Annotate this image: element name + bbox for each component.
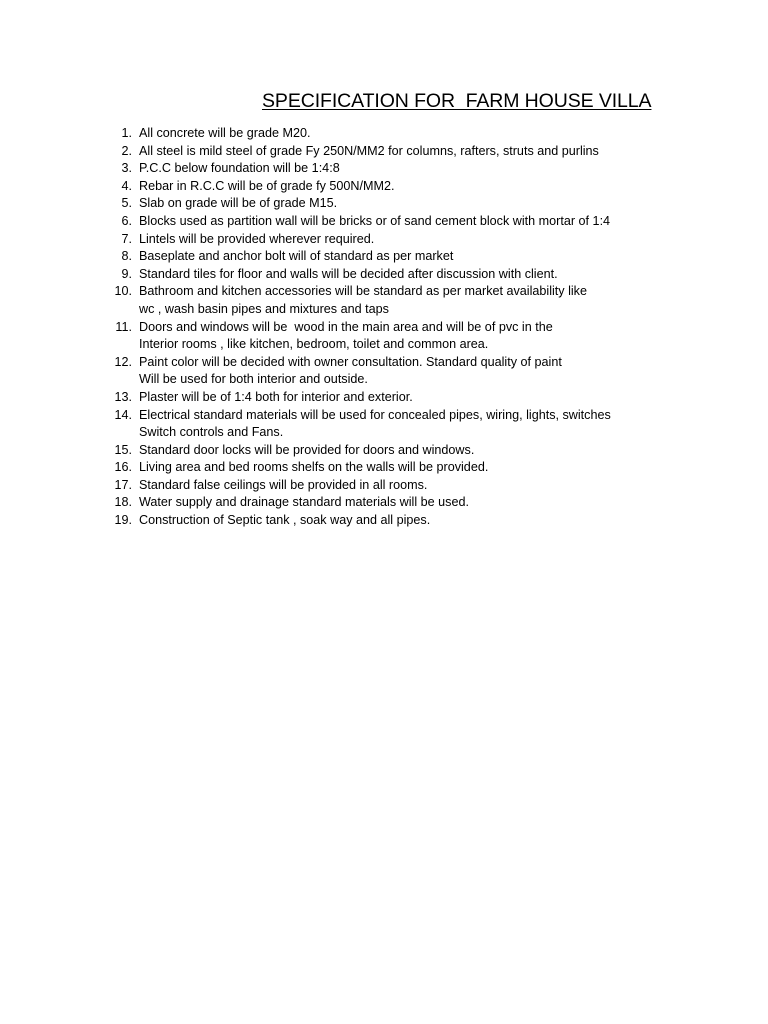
list-item <box>110 125 670 143</box>
list-item-text: Baseplate and anchor bolt will of standard as per market <box>139 249 454 264</box>
list-item-number: 2. <box>121 143 132 158</box>
list-item-text: All concrete will be grade M20. <box>139 126 311 140</box>
list-item-number: 10. <box>114 284 132 299</box>
list-item <box>110 143 670 161</box>
list-item <box>110 231 670 249</box>
list-item <box>110 283 670 318</box>
list-item-number: 13. <box>114 389 132 404</box>
list-item-text: Water supply and drainage standard materials will be used. <box>139 495 469 510</box>
list-item <box>110 160 670 178</box>
list-item-text: Switch controls and Fans. <box>139 425 284 440</box>
list-item <box>110 477 670 495</box>
list-item <box>110 494 670 512</box>
list-item-text: Standard false ceilings will be provided in all rooms. <box>139 477 428 492</box>
list-item-text: All steel is mild steel of grade Fy 250N/MM2 for columns, rafters, struts and purlins <box>139 143 599 158</box>
list-item <box>110 319 670 354</box>
list-item-number: 3. <box>121 161 132 176</box>
list-item-number: 18. <box>114 495 132 510</box>
list-item-text: Construction of Septic tank , soak way and all pipes. <box>139 513 431 528</box>
list-item <box>110 195 670 213</box>
list-item <box>110 178 670 196</box>
list-item-number: 5. <box>121 196 132 211</box>
list-item-number: 7. <box>121 231 132 246</box>
list-item-number: 4. <box>121 178 132 193</box>
list-item <box>110 459 670 477</box>
list-item <box>110 389 670 407</box>
list-item-text: Bathroom and kitchen accessories will be standard as per market availability like <box>139 284 587 299</box>
list-item-number: 15. <box>114 442 132 457</box>
list-item-number: 11. <box>115 319 132 334</box>
list-item <box>110 442 670 460</box>
list-item <box>110 512 670 530</box>
list-item-text: Lintels will be provided wherever required. <box>139 231 375 246</box>
list-item-text: Interior rooms , like kitchen, bedroom, toilet and common area. <box>139 337 489 352</box>
list-item-text: Will be used for both interior and outside. <box>139 372 368 387</box>
list-item-text: Standard door locks will be provided for doors and windows. <box>139 442 475 457</box>
list-item-number: 17. <box>114 477 132 492</box>
list-item-text: Living area and bed rooms shelfs on the walls will be provided. <box>139 460 489 475</box>
list-item <box>110 266 670 284</box>
list-item-number: 6. <box>121 213 132 228</box>
list-item-text: Rebar in R.C.C will be of grade fy 500N/MM2. <box>139 178 395 193</box>
list-item-text: P.C.C below foundation will be 1:4:8 <box>139 161 340 176</box>
specification-list <box>110 125 670 530</box>
list-item <box>110 354 670 389</box>
list-item-number: 14. <box>114 407 132 422</box>
list-item-number: 1. <box>121 126 132 140</box>
list-item <box>110 248 670 266</box>
list-item-number: 16. <box>114 460 132 475</box>
list-item-number: 9. <box>121 266 132 281</box>
list-item-number: 8. <box>121 249 132 264</box>
list-item-text: wc , wash basin pipes and mixtures and taps <box>139 301 389 316</box>
list-item <box>110 407 670 442</box>
list-item-number: 19. <box>114 513 132 528</box>
list-item <box>110 213 670 231</box>
list-item-text: Doors and windows will be wood in the main area and will be of pvc in the <box>139 319 553 334</box>
list-item-text: Electrical standard materials will be used for concealed pipes, wiring, lights, switches <box>139 407 611 422</box>
list-item-text: Slab on grade will be of grade M15. <box>139 196 338 211</box>
document-title: SPECIFICATION FOR FARM HOUSE VILLA <box>262 90 652 112</box>
list-item-text: Blocks used as partition wall will be bricks or of sand cement block with mortar of 1:4 <box>139 213 611 228</box>
list-item-text: Standard tiles for floor and walls will be decided after discussion with client. <box>139 266 558 281</box>
list-item-text: Paint color will be decided with owner consultation. Standard quality of paint <box>139 354 562 369</box>
list-item-text: Plaster will be of 1:4 both for interior and exterior. <box>139 389 413 404</box>
list-item-number: 12. <box>114 354 132 369</box>
